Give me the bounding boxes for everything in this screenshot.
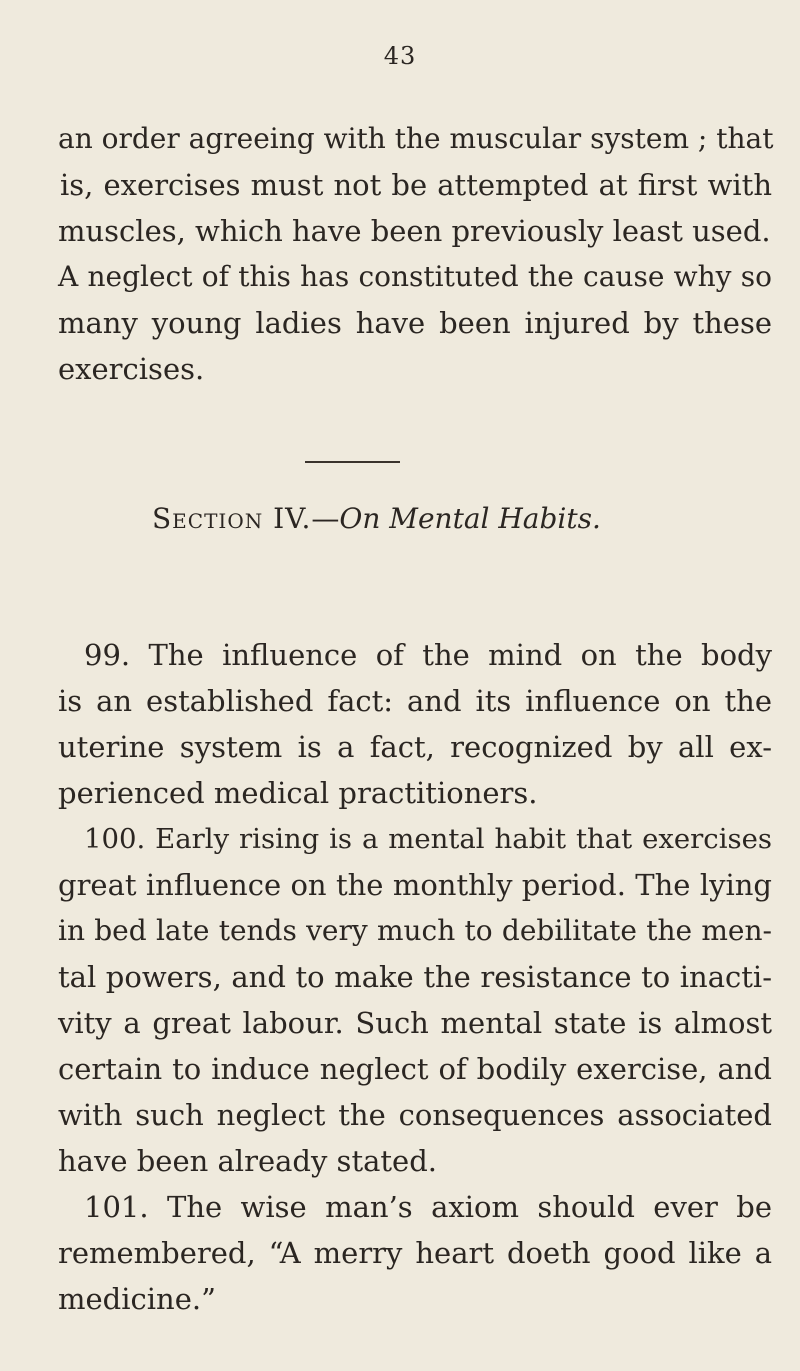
text-line: tal powers, and to make the resistance to inacti- [58, 960, 772, 994]
text-line: muscles, which have been previously least used. [58, 214, 771, 248]
text-line: uterine system is a fact, recognized by all ex- [58, 730, 772, 764]
paragraph-101 [58, 1184, 772, 1322]
text-line: 100. Early rising is a mental habit that exercises [84, 823, 772, 855]
text-line: perienced medical practitioners. [58, 776, 538, 810]
text-line: many young ladies have been injured by these [58, 306, 772, 340]
text-line: have been already stated. [58, 1144, 437, 1178]
section-title: On Mental Habits. [339, 502, 601, 535]
intro-paragraph [58, 116, 772, 392]
text-line: 101. The wise man’s axiom should ever be [84, 1190, 772, 1224]
text-line: an order agreeing with the muscular system ; that [58, 122, 774, 155]
section-body [58, 632, 772, 1322]
page-number: 43 [383, 42, 417, 70]
paragraph-99 [58, 632, 772, 816]
text-line: in bed late tends very much to debilitate the men- [58, 914, 772, 947]
section-divider [305, 461, 400, 463]
text-line: certain to induce neglect of bodily exercise, and [58, 1052, 772, 1086]
text-line: with such neglect the consequences associated [58, 1098, 772, 1132]
text-line: vity a great labour. Such mental state is almost [58, 1006, 772, 1040]
text-line: great influence on the monthly period. The lying [58, 868, 772, 902]
text-line: exercises. [58, 352, 205, 386]
section-label: Section IV. [152, 502, 312, 535]
text-line: is an established fact: and its influence on the [58, 684, 772, 718]
section-heading [152, 502, 601, 535]
paragraph-100 [58, 816, 772, 1184]
text-line: 99. The influence of the mind on the body [84, 638, 772, 672]
text-line: A neglect of this has constituted the cause why so [58, 260, 772, 293]
section-dash: — [311, 502, 340, 535]
text-line: remembered, “A merry heart doeth good like a [58, 1236, 772, 1270]
text-line: medicine.” [58, 1282, 216, 1316]
text-line: is, exercises must not be attempted at first with [60, 168, 772, 202]
